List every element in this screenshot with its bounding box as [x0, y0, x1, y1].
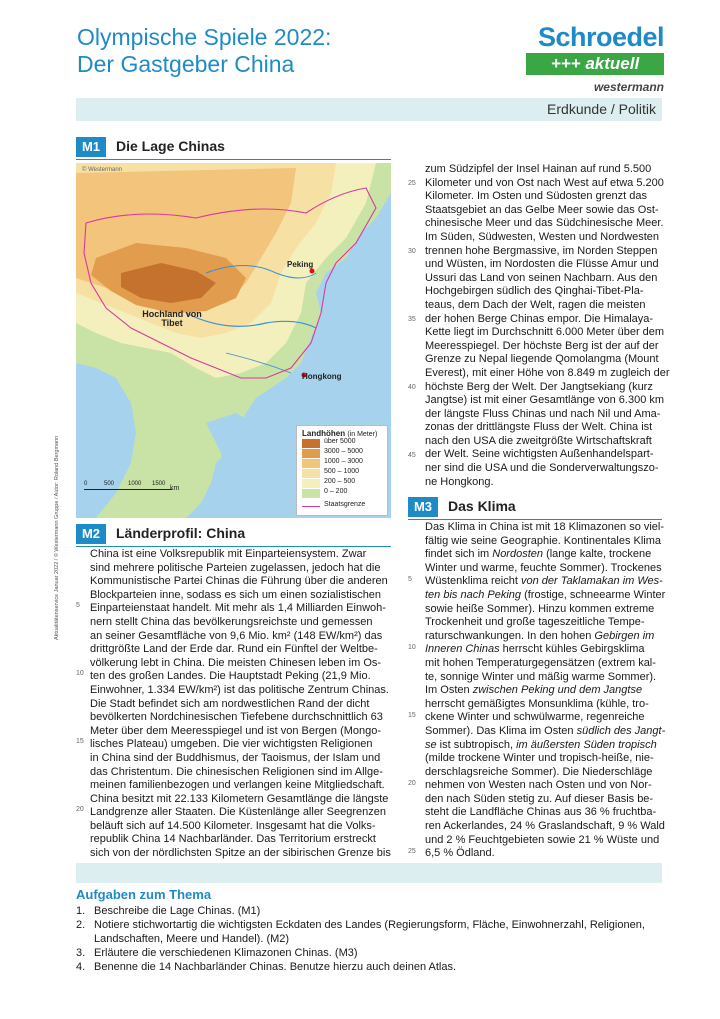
logo-publisher: westermann [593, 80, 664, 94]
text-line: te, sonnige Winter und mäßig warme Sommer). [425, 670, 657, 683]
text-line: ren Ackerlandes, 24 % Graslandschaft, 9 % Wald [425, 820, 665, 833]
task-item: 3. Erläutere die verschiedenen Klimazonen Chinas. (M3) [76, 947, 358, 959]
text-line: zum Südzipfel der Insel Hainan auf rund 5.500 [425, 163, 652, 175]
section-title: Das Klima [448, 498, 516, 514]
text-line: 6,5 % Ödland. [425, 847, 495, 860]
m3-body [425, 521, 666, 861]
legend-swatch [302, 469, 320, 478]
legend-label: 3000 – 5000 [324, 448, 363, 455]
text-line: beläuft sich auf 14.500 Kilometer. Insgesamt hat die Volks- [90, 819, 376, 832]
text-line: an seiner Gesamtfläche von 9,6 Mio. km² (148 EW/km²) das [90, 629, 383, 642]
line-number: 25 [408, 848, 416, 855]
section-rule [76, 546, 391, 547]
label-hongkong: Hongkong [302, 372, 342, 381]
map-scalebar [84, 481, 184, 499]
scale-tick: 1500 [152, 481, 166, 487]
text-line: den nach Süden stetig zu. Auf dieser Basis be- [425, 792, 654, 805]
text-line: der Welt. Seine wichtigsten Außenhandelspart- [425, 448, 654, 461]
map-copyright: © Westermann [82, 167, 122, 173]
label-hochland-tibet: Hochland von Tibet [142, 309, 202, 328]
task-item: Landschaften, Meere und Handel). (M2) [94, 933, 290, 945]
tasks-list [76, 904, 645, 974]
text-line: das Christentum. Die chinesischen Religionen sind im Allge- [90, 765, 383, 778]
line-number: 40 [408, 384, 416, 391]
text-line: sowie heiße Sommer). Hinzu kommen extreme [425, 602, 655, 615]
text-line: Sommer). Das Klima im Osten südlich des Jangt- [425, 724, 666, 737]
legend-label: 0 – 200 [324, 488, 348, 495]
legend-row [302, 448, 382, 458]
text-line: steht die Landfläche Chinas aus 36 % fruchtba- [425, 806, 657, 819]
legend-label: 200 – 500 [324, 478, 356, 485]
page-title-line-2: Der Gastgeber China [77, 51, 295, 77]
text-line: Landgrenze aller Staaten. Die Küstenlänge aller Seegrenzen [90, 806, 386, 819]
text-line: der hohen Berge Chinas empor. Die Himalaya- [425, 312, 654, 325]
line-number: 20 [408, 780, 416, 787]
text-line: China besitzt mit 22.133 Kilometern Gesamtlänge die längste [90, 792, 389, 805]
text-line: Einparteienstaat handelt. Mit mehr als 1,4 Milliarden Einwoh- [90, 602, 386, 615]
line-number: 15 [408, 712, 416, 719]
text-line: Grenze zu Nepal liegende Qomolangma (Mount [425, 353, 659, 366]
text-line: Im Süden, Südwesten, Westen und Nordwesten [425, 230, 659, 243]
publisher-logo [524, 22, 664, 100]
text-line: fältig wie seine Geographie. Kontinentales Klima [425, 534, 662, 547]
legend-row [302, 478, 382, 488]
section-m1-header [76, 137, 391, 157]
legend-swatch [302, 489, 320, 498]
page-title [77, 24, 407, 78]
line-number: 5 [76, 602, 80, 609]
m2-continued-body [425, 163, 670, 489]
tasks-title: Aufgaben zum Thema [76, 887, 212, 902]
text-line: derschlagsreiche Sommer). Die Niederschläge [425, 765, 653, 778]
peking-marker [310, 269, 315, 274]
text-line: und Wüsten, im Nordosten die Flüsse Amur und [425, 258, 659, 271]
text-line: chinesische Meer und das Südchinesische Meer. [425, 217, 664, 230]
legend-label: Staatsgrenze [324, 501, 366, 508]
legend-label: 500 – 1000 [324, 468, 360, 475]
legend-swatch [302, 439, 320, 448]
scale-unit: km [170, 485, 180, 492]
section-title: Länderprofil: China [116, 525, 246, 541]
text-line: Ussuri das Land von seinen Nachbarn. Aus den [425, 271, 658, 284]
text-line: Wüstenklima reicht von der Taklamakan im Wes- [425, 575, 663, 588]
line-number: 35 [408, 316, 416, 323]
side-note: Aktualitätenservice Januar 2022 / © Westermann Gruppe / Autor: Roland Bergmann [54, 435, 60, 640]
text-line: teaus, dem Dach der Welt, ragen die meisten [425, 298, 646, 311]
tasks-bar [76, 863, 662, 883]
china-map [76, 163, 391, 518]
section-rule [76, 159, 391, 160]
legend-row [302, 501, 382, 511]
text-line: Kommunistische Partei Chinas die Führung über die anderen [90, 575, 388, 588]
text-line: Everest), mit einer Höhe von 8.849 m zugleich der [425, 366, 670, 379]
text-line: Winter und warme, feuchte Sommer). Trockenes [425, 561, 662, 574]
text-line: Meeresspiegel. Der höchste Berg ist der auf der [425, 339, 659, 352]
text-line: Meter über dem Meeresspiegel und ist von Bergen (Mongo- [90, 724, 382, 737]
legend-row [302, 458, 382, 468]
text-line: ne Hongkong. [425, 475, 494, 488]
text-line: nach den USA die zweitgrößte Wirtschaftskraft [425, 434, 652, 447]
text-line: ten bis nach Peking (frostige, schneearme Winter [425, 588, 666, 601]
text-line: lisches Plateau) umgeben. Die vier wichtigsten Religionen [90, 738, 373, 751]
legend-row [302, 468, 382, 478]
text-line: sich von der nördlichsten Spitze an der sibirischen Grenze bis [90, 847, 391, 860]
scale-tick: 1000 [128, 481, 142, 487]
text-line: raturschwankungen. In den hohen Gebirgen im [425, 629, 655, 642]
text-line: republik China 14 Nachbarländer. Das Territorium erstreckt [90, 833, 376, 846]
text-line: China ist eine Volksrepublik mit Einparteiensystem. Zwar [90, 548, 367, 560]
text-line: Jangtse) ist mit einer Gesamtlänge von 6.300 km [425, 394, 665, 407]
subject-bar [76, 98, 662, 121]
text-line: Staatsgebiet an das Gelbe Meer sowie das Ost- [425, 203, 659, 216]
text-line: der längste Fluss Chinas und nach Nil und Ama- [425, 407, 661, 420]
section-m3-header [408, 497, 662, 517]
text-line: ner sind die USA und die Sonderverwaltungszo- [425, 462, 659, 475]
logo-brand: Schroedel [537, 22, 664, 52]
text-line: Trockenheit und große tageszeitliche Tempe- [425, 616, 645, 629]
text-line: findet sich im Nordosten (lange kalte, trockene [425, 548, 652, 561]
scale-tick: 0 [84, 481, 88, 487]
subject-label: Erdkunde / Politik [547, 101, 656, 117]
page-title-line-1: Olympische Spiele 2022: [77, 24, 332, 50]
section-rule [408, 519, 662, 520]
text-line: in China sind der Buddhismus, der Taoismus, der Islam und [90, 751, 381, 764]
text-line: ckene Winter und schwülwarme, regenreiche [425, 711, 645, 724]
legend-title: Landhöhen (in Meter) [302, 429, 378, 438]
task-item: 2. Notiere stichwortartig die wichtigsten Eckdaten des Landes (Regierungsform, Fläche, Einwohnerzahl, Religionen, [76, 919, 645, 931]
section-title: Die Lage Chinas [116, 138, 225, 154]
text-line: Kilometer und von Ost nach West auf etwa 5.200 [425, 176, 664, 189]
text-line: sind mehrere politische Parteien zugelassen, jedoch hat die [90, 561, 381, 574]
text-line: nehmen von Westen nach Osten und von Nor- [425, 779, 652, 792]
text-line: ten des großen Landes. Die Hauptstadt Peking (21,9 Mio. [90, 670, 371, 683]
section-badge: M1 [76, 137, 106, 157]
line-number: 10 [408, 644, 416, 651]
legend-swatch [302, 459, 320, 468]
scale-line [84, 489, 172, 490]
text-line: mit hohen Temperaturgegensätzen (extrem kal- [425, 656, 656, 669]
text-line: Das Klima in China ist mit 18 Klimazonen so viel- [425, 521, 665, 533]
text-line: höchste Berg der Welt. Der Jangtsekiang (kurz [425, 380, 653, 393]
text-line: (milde trockene Winter und tropisch-heiße, nie- [425, 752, 654, 765]
scale-tick: 500 [104, 481, 115, 487]
sea-south [206, 413, 286, 518]
tasks-box [76, 883, 662, 984]
line-number: 10 [76, 670, 84, 677]
text-line: Kette liegt im Durchschnitt 6.000 Meter über dem [425, 326, 665, 339]
legend-label: 1000 – 3000 [324, 458, 363, 465]
text-line: zonas der drittlängste Fluss der Welt. China ist [425, 421, 653, 434]
text-line: herrscht gemäßigtes Monsunklima (kühle, tro- [425, 697, 649, 710]
text-line: bevölkerten Nordchinesischen Tiefebene durchschnittlich 63 [90, 711, 383, 724]
legend-swatch [302, 449, 320, 458]
text-line: nern stellt China das bevölkerungsreichste und gemessen [90, 615, 373, 628]
section-badge: M3 [408, 497, 438, 517]
label-peking: Peking [287, 260, 314, 269]
section-badge: M2 [76, 524, 106, 544]
legend-swatch [302, 479, 320, 488]
legend-row [302, 438, 382, 448]
text-line: trennen hohe Bergmassive, im Norden Steppen [425, 244, 658, 257]
legend-row [302, 488, 382, 498]
text-line: Blockparteien inne, sodass es sich um einen sozialistischen [90, 588, 382, 601]
legend-border-swatch [302, 506, 320, 507]
line-number: 5 [408, 576, 412, 583]
line-number: 20 [76, 806, 84, 813]
line-number: 25 [408, 180, 416, 187]
text-line: Inneren Chinas herrscht kühles Gebirgsklima [425, 643, 645, 656]
line-number: 15 [76, 738, 84, 745]
line-number: 45 [408, 452, 416, 459]
task-item: 4. Benenne die 14 Nachbarländer Chinas. Benutze hierzu auch deinen Atlas. [76, 961, 457, 973]
task-item: 1. Beschreibe die Lage Chinas. (M1) [76, 905, 261, 917]
text-line: Die Stadt befindet sich am nordwestlichen Rand der dicht [90, 697, 370, 710]
text-line: Kilometer. Im Osten und Südosten grenzt das [425, 190, 647, 203]
text-line: meinen familienbezogen und verlangen keine Mitgliedschaft. [90, 779, 385, 792]
section-m2-header [76, 524, 391, 544]
text-line: se ist subtropisch, im äußersten Süden tropisch [425, 738, 657, 751]
map-legend [296, 425, 388, 516]
logo-badge: +++ aktuell [526, 53, 664, 75]
text-line: Hochgebirgen südlich des Qinghai-Tibet-Pla- [425, 285, 644, 298]
legend-label: über 5000 [324, 438, 356, 445]
text-line: und 2 % Feuchtgebieten sowie 21 % Wüste und [425, 833, 660, 846]
text-line: völkerung lebt in China. Die meisten Chinesen leben im Os- [90, 656, 382, 669]
line-number: 30 [408, 248, 416, 255]
text-line: Einwohner, 1.334 EW/km²) ist das politische Zentrum Chinas. [90, 683, 389, 696]
text-line: Im Osten zwischen Peking und dem Jangtse [425, 684, 643, 697]
text-line: drittgrößte Land der Erde dar. Rund ein Fünftel der Weltbe- [90, 643, 378, 656]
m2-body [90, 548, 391, 861]
